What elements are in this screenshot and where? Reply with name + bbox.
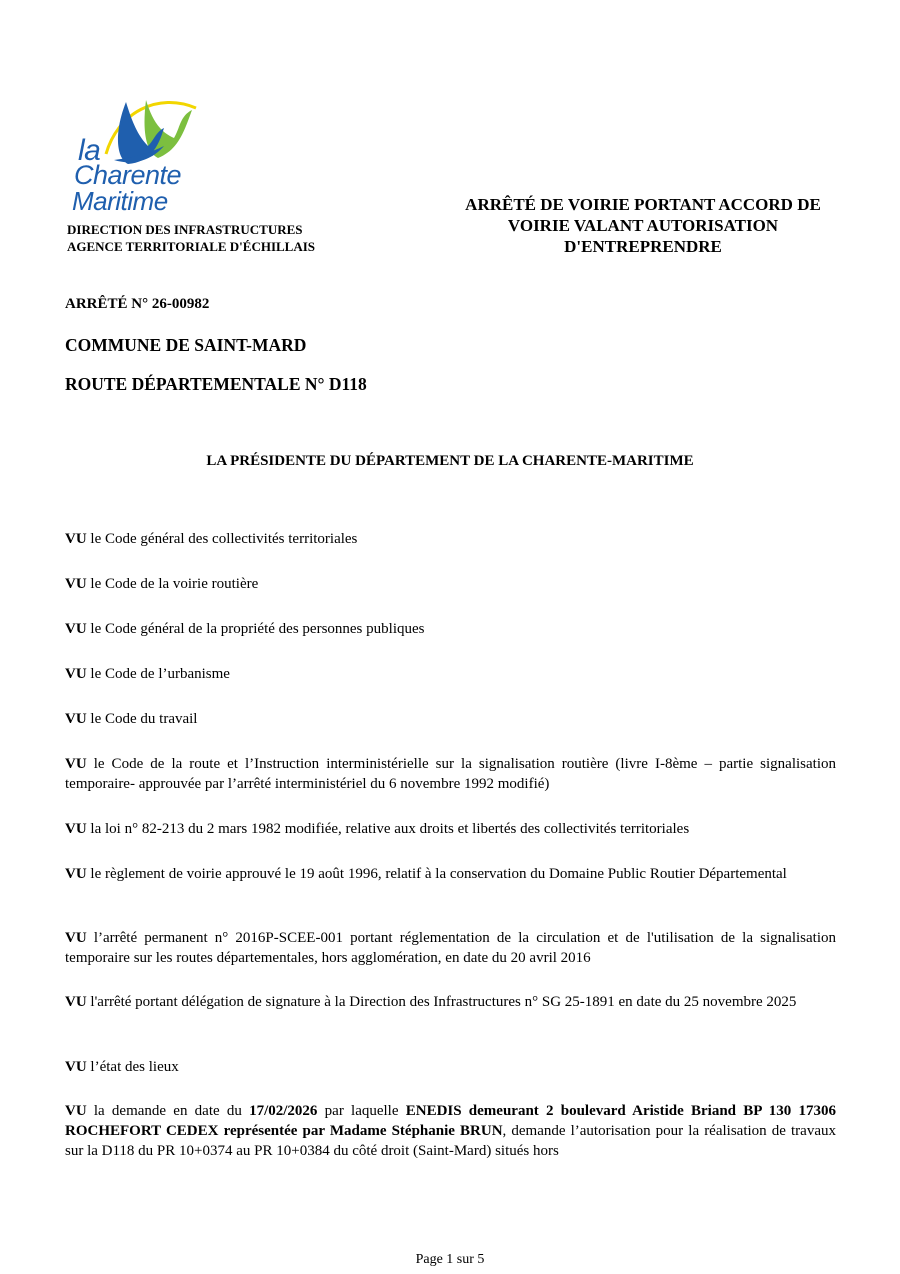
department-logo [68, 92, 208, 218]
logo-text-charente: Charente [74, 160, 182, 190]
consideration-item: VU le Code du travail [65, 711, 198, 727]
consideration-item: VU le règlement de voirie approuvé le 19 août 1996, relatif à la conservation du Domaine Public Routier Départemental [65, 866, 787, 882]
authority-heading: LA PRÉSIDENTE DU DÉPARTEMENT DE LA CHARENTE-MARITIME [206, 453, 694, 469]
title-line-2: VOIRIE VALANT AUTORISATION [507, 216, 779, 235]
consideration-item: VU le Code de l’urbanisme [65, 666, 230, 682]
consideration-item: VU le Code de la route et l’Instruction interministérielle sur la signalisation routière (livre I-8ème – partie signalisation temporaire- approuvée par l’arrêté interministériel du 6 novembre 1992 modifié) [65, 756, 836, 792]
consideration-item: VU le Code général des collectivités territoriales [65, 531, 358, 547]
department-block [67, 221, 315, 255]
request-date: 17/02/2026 [249, 1103, 318, 1119]
department-name: DIRECTION DES INFRASTRUCTURES [67, 222, 303, 237]
consideration-item: VU le Code général de la propriété des personnes publiques [65, 621, 425, 637]
logo-text-la: la [78, 134, 101, 167]
arrete-number: ARRÊTÉ N° 26-00982 [65, 296, 210, 312]
applicant-info: ENEDIS demeurant 2 boulevard Aristide Briand BP 130 17306 ROCHEFORT CEDEX représentée par Madame Stéphanie BRUN [65, 1103, 837, 1139]
consideration-item: VU la loi n° 82-213 du 2 mars 1982 modifiée, relative aux droits et libertés des collectivités territoriales [65, 821, 690, 837]
consideration-item: VU l’arrêté permanent n° 2016P-SCEE-001 portant réglementation de la circulation et de l'utilisation de la signalisation temporaire sur les routes départementales, hors agglomération, en date du 20 avril 2016 [65, 930, 836, 966]
page-number: Page 1 sur 5 [415, 1252, 485, 1267]
agency-name: AGENCE TERRITORIALE D'ÉCHILLAIS [67, 239, 316, 254]
consideration-item: VU le Code de la voirie routière [65, 576, 259, 592]
title-line-3: D'ENTREPRENDRE [564, 237, 722, 256]
logo-text-maritime: Maritime [72, 186, 168, 216]
route-number: ROUTE DÉPARTEMENTALE N° D118 [65, 374, 367, 394]
document-title [445, 194, 841, 257]
commune-name: COMMUNE DE SAINT-MARD [65, 335, 307, 355]
request-paragraph: VU la demande en date du 17/02/2026 par laquelle ENEDIS demeurant 2 boulevard Aristide Briand BP 130 17306 ROCHEFORT CEDEX représentée par Madame Stéphanie BRUN, demande l’autorisation pour la réalisation de travaux sur la D118 du PR 10+0374 au PR 10+0384 du côté droit (Saint-Mard) situés hors [65, 1103, 837, 1159]
consideration-item: VU l'arrêté portant délégation de signature à la Direction des Infrastructures n° SG 25-1891 en date du 25 novembre 2025 [65, 994, 797, 1010]
title-line-1: ARRÊTÉ DE VOIRIE PORTANT ACCORD DE [465, 195, 821, 214]
consideration-item: VU l’état des lieux [65, 1059, 179, 1075]
